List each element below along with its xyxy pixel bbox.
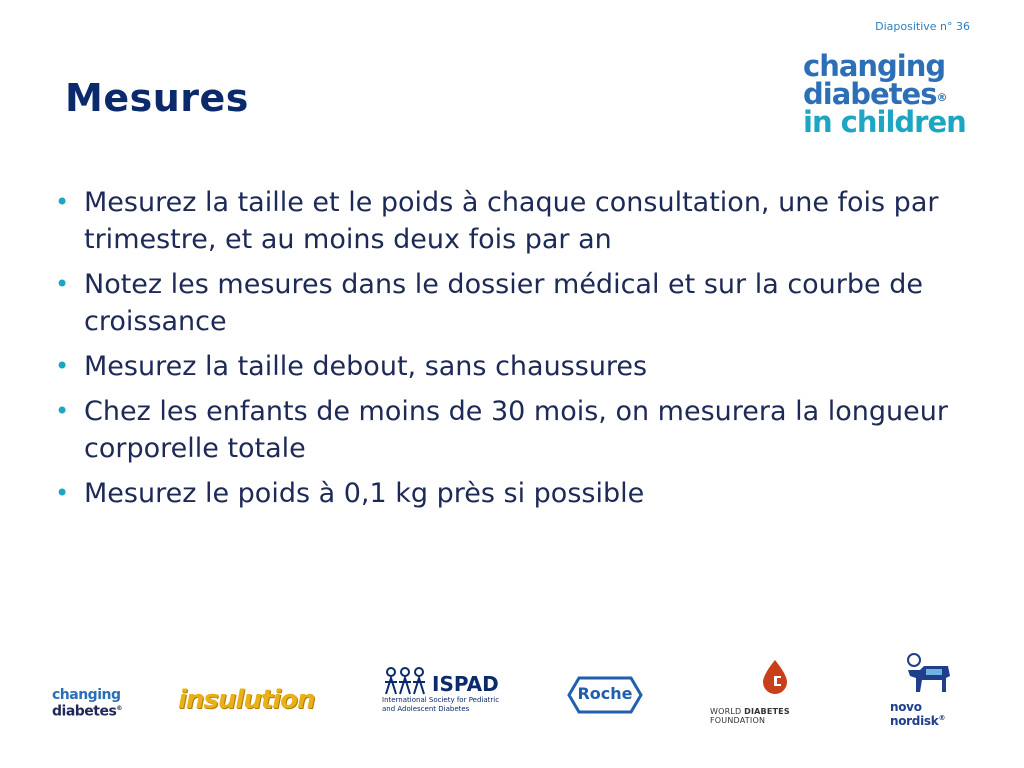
wdf-prefix: WORLD bbox=[710, 707, 745, 716]
cd-line-2: diabetes bbox=[52, 703, 117, 720]
roche-text: Roche bbox=[577, 684, 633, 703]
slide-title: Mesures bbox=[65, 76, 249, 120]
bullet-item bbox=[55, 184, 965, 258]
logo-line-2: diabetes bbox=[803, 77, 937, 111]
ispad-figures-icon bbox=[382, 666, 428, 696]
novo-text: novo nordisk bbox=[890, 700, 939, 728]
novo-registered-mark: ® bbox=[938, 714, 946, 722]
cd-line-1: changing bbox=[52, 687, 121, 703]
wdf-drop-icon bbox=[760, 658, 790, 696]
world-diabetes-foundation-logo bbox=[710, 658, 840, 725]
roche-logo bbox=[567, 675, 643, 719]
wdf-suffix: FOUNDATION bbox=[710, 716, 766, 725]
bullet-icon: • bbox=[55, 188, 70, 216]
insulution-logo: insulution bbox=[178, 685, 315, 715]
bullet-item bbox=[55, 475, 965, 512]
bullet-icon: • bbox=[55, 397, 70, 425]
novo-nordisk-logo bbox=[888, 652, 978, 728]
changing-diabetes-logo bbox=[52, 688, 122, 719]
bullet-text: Mesurez la taille debout, sans chaussures bbox=[84, 351, 648, 382]
bullet-text: Notez les mesures dans le dossier médical et sur la courbe de croissance bbox=[84, 269, 923, 337]
bullet-text: Mesurez le poids à 0,1 kg près si possible bbox=[84, 478, 645, 509]
ispad-subtitle-1: International Society for Pediatric bbox=[382, 696, 500, 704]
cd-registered-mark: ® bbox=[116, 705, 122, 712]
ispad-subtitle-2: and Adolescent Diabetes bbox=[382, 705, 470, 713]
bullet-item bbox=[55, 266, 965, 340]
bullet-icon: • bbox=[55, 479, 70, 507]
bullet-item bbox=[55, 393, 965, 467]
apis-bull-icon bbox=[902, 652, 958, 698]
sponsor-logos-footer bbox=[0, 648, 1024, 728]
changing-diabetes-in-children-logo bbox=[803, 49, 973, 139]
slide-number: Diapositive n° 36 bbox=[875, 20, 970, 33]
ispad-logo bbox=[382, 664, 512, 724]
bullet-icon: • bbox=[55, 352, 70, 380]
bullet-list bbox=[55, 184, 965, 512]
bullet-list-container bbox=[55, 184, 965, 520]
logo-line-3: in children bbox=[803, 105, 966, 139]
ispad-name: ISPAD bbox=[432, 672, 499, 696]
bullet-text: Mesurez la taille et le poids à chaque consultation, une fois par trimestre, et au moins deux fois par an bbox=[84, 187, 939, 255]
wdf-bold: DIABETES bbox=[744, 707, 790, 716]
logo-line-1: changing bbox=[803, 49, 946, 83]
bullet-icon: • bbox=[55, 270, 70, 298]
registered-mark: ® bbox=[936, 91, 947, 104]
bullet-item bbox=[55, 348, 965, 385]
bullet-text: Chez les enfants de moins de 30 mois, on mesurera la longueur corporelle totale bbox=[84, 396, 948, 464]
